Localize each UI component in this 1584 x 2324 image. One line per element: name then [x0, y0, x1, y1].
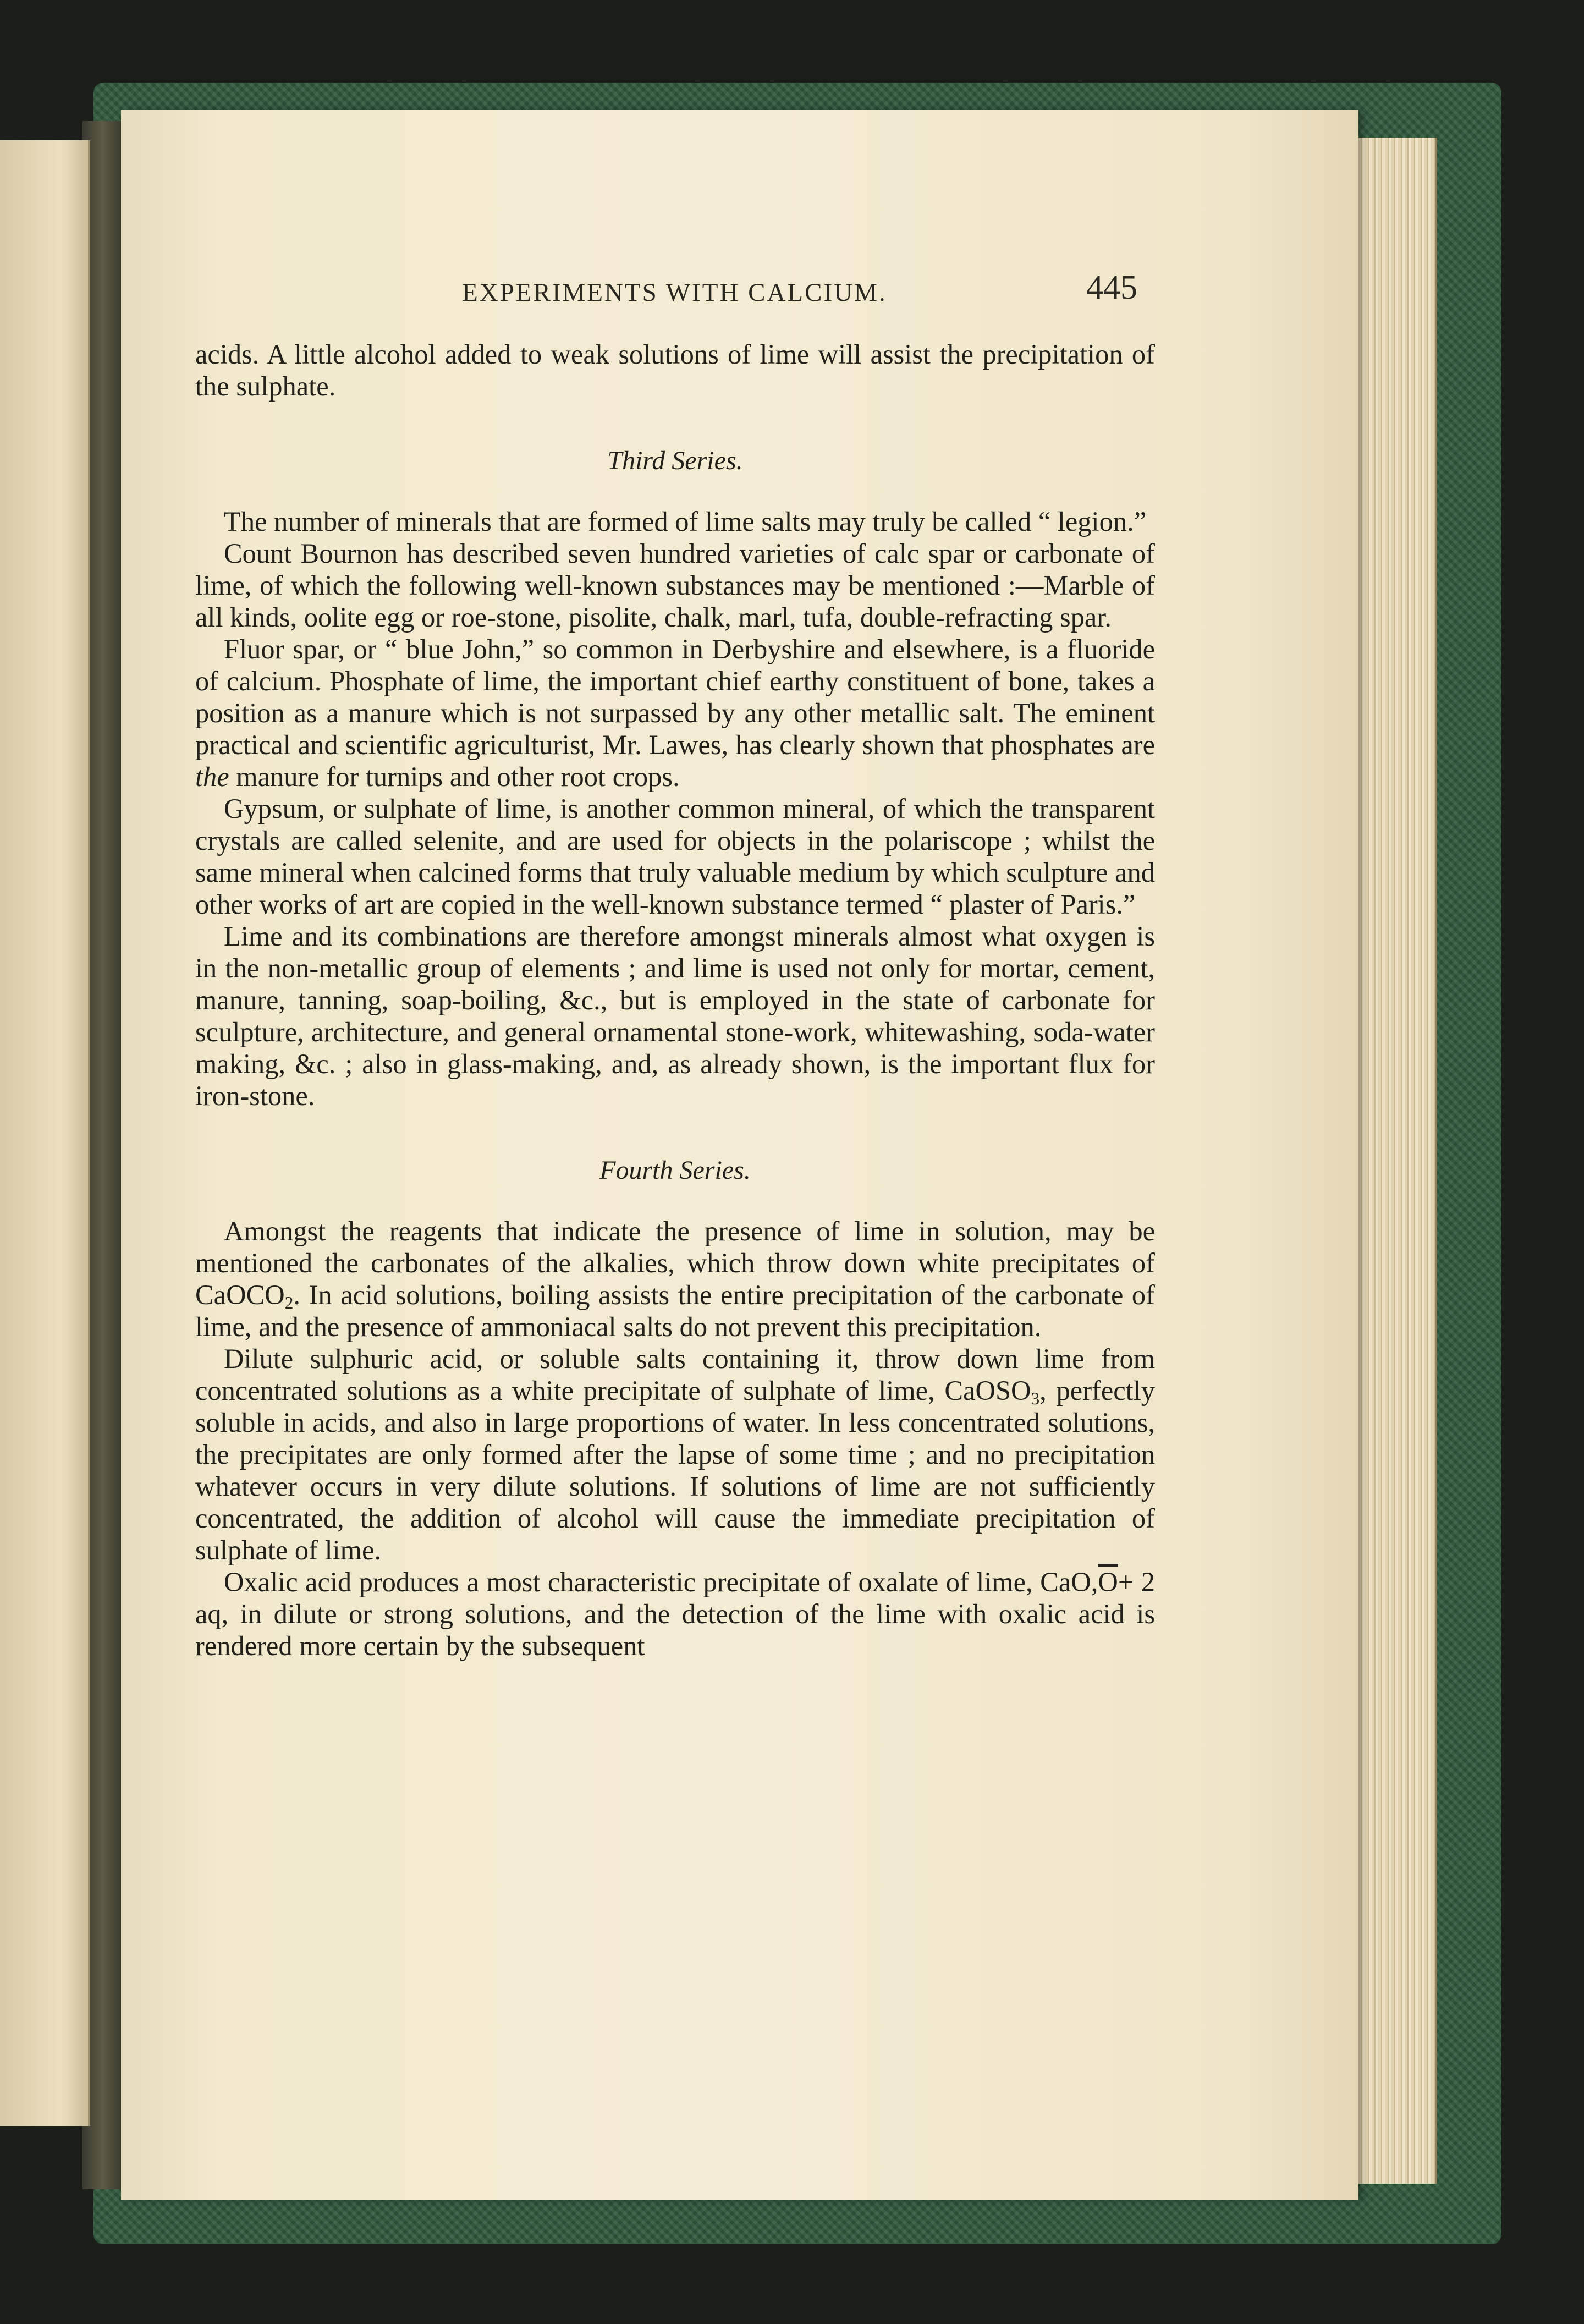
- paragraph: [195, 1566, 1155, 1662]
- spacer: [195, 1186, 1155, 1215]
- subscript: 2: [284, 1293, 294, 1312]
- paragraph-text: + 2 aq, in dilute or strong solutions, and the detection of the lime with oxalic acid is rendered more certain by the subsequent: [195, 1567, 1155, 1661]
- facing-page-edge: [0, 140, 90, 2126]
- spacer: [195, 402, 1155, 445]
- paragraph-text: Amongst the reagents that indicate the presence of lime in solution, may be mentioned the carbonates of the alkalies, which throw down white precipitates of CaOCO: [195, 1216, 1155, 1310]
- paragraph: Gypsum, or sulphate of lime, is another common mineral, of which the transparent crystals are called selenite, and are used for objects in the polariscope ; whilst the same mineral when calcined forms that truly valuable medium by which sculpture and other works of art are copied in the well-known substance termed “ plaster of Paris.”: [195, 793, 1155, 920]
- paragraph-text: manure for turnips and other root crops.: [236, 761, 680, 792]
- page-text: [195, 338, 1155, 1662]
- overlined-symbol: $\overline{O}$: [1098, 1567, 1118, 1597]
- paragraph: [195, 633, 1155, 793]
- running-head: EXPERIMENTS WITH CALCIUM.: [462, 278, 887, 307]
- paragraph: [195, 1215, 1155, 1343]
- spacer: [195, 1112, 1155, 1155]
- subscript: 3: [1031, 1388, 1040, 1408]
- paragraph: The number of minerals that are formed of lime salts may truly be called “ legion.”: [224, 506, 1147, 537]
- paragraph-text: . In acid solutions, boiling assists the entire precipitation of the carbonate of lime, and the presence of ammoniacal salts do not prevent this precipitation.: [195, 1279, 1155, 1342]
- paragraph: acids. A little alcohol added to weak solutions of lime will assist the precipitation of the sulphate.: [195, 339, 1155, 402]
- paragraph-text: Oxalic acid produces a most characteristic precipitate of oxalate of lime, CaO,: [224, 1567, 1098, 1597]
- paragraph: [195, 1343, 1155, 1566]
- paragraph: Lime and its combinations are therefore amongst minerals almost what oxygen is in the non-metallic group of elements ; and lime is used not only for mortar, cement, manure, tanning, soap-boiling, &c., but is employed in the state of carbonate for sculpture, architecture, and general ornamental stone-work, whitewashing, soda-water making, &c. ; also in glass-making, and, as already shown, is the important flux for iron-stone.: [195, 921, 1155, 1111]
- paragraph-text: , perfectly soluble in acids, and also in large proportions of water. In less concentrated solutions, the precipitates are only formed after the lapse of some time ; and no precipitation whatever occurs in very dilute solutions. If solutions of lime are not sufficiently concentrated, the addition of alcohol will cause the immediate precipitation of sulphate of lime.: [195, 1375, 1155, 1565]
- page-number: 445: [1086, 269, 1137, 306]
- spacer: [195, 477, 1155, 506]
- italic-word: the: [195, 761, 229, 792]
- section-heading-fourth-series: Fourth Series.: [600, 1156, 751, 1185]
- paragraph-text: Dilute sulphuric acid, or soluble salts containing it, throw down lime from concentrated solutions as a white precipitate of sulphate of lime, CaOSO: [195, 1343, 1155, 1406]
- paragraph-text: Fluor spar, or “ blue John,” so common in Derbyshire and elsewhere, is a fluoride of calcium. Phosphate of lime, the important chief earthy constituent of bone, takes a position as a manure which is not surpassed by any other metallic salt. The eminent practical and scientific agriculturist, Mr. Lawes, has clearly shown that phosphates are: [195, 634, 1155, 760]
- section-heading-third-series: Third Series.: [607, 446, 743, 475]
- paragraph: Count Bournon has described seven hundred varieties of calc spar or carbonate of lime, of which the following well-known substances may be mentioned :—Marble of all kinds, oolite egg or roe-stone, pisolite, chalk, marl, tufa, double-refracting spar.: [195, 538, 1155, 633]
